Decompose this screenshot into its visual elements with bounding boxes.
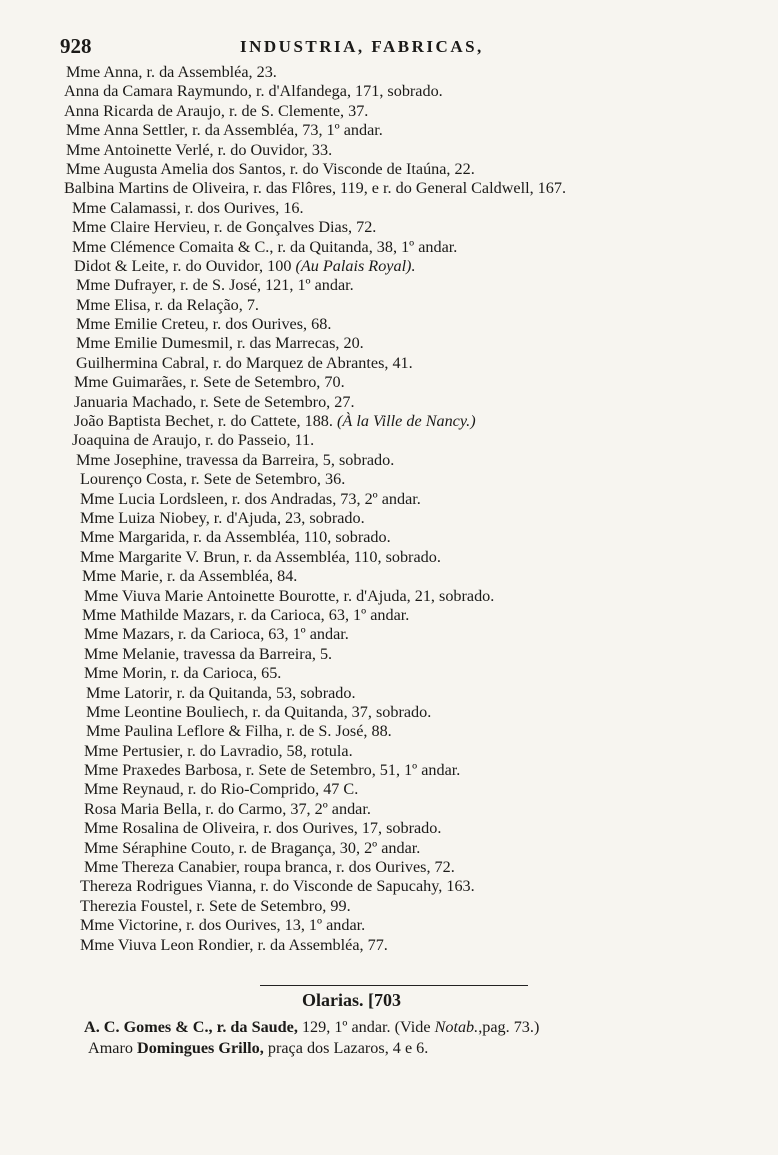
entry-text: Mme Latorir, r. da Quitanda, 53, sobrado. — [86, 683, 356, 702]
entry-text: Lourenço Costa, r. Sete de Setembro, 36. — [80, 470, 346, 489]
entry-text: Mme Mazars, r. da Carioca, 63, 1º andar. — [84, 625, 349, 644]
entry-text: ,pag. 73.) — [478, 1018, 540, 1036]
section-entry-list — [0, 1017, 778, 1059]
directory-entry — [0, 82, 778, 101]
entry-text: Thereza Rodrigues Vianna, r. do Visconde de Sapucahy, 163. — [80, 877, 475, 896]
directory-entry — [0, 703, 778, 722]
entry-text: Mme Viuva Leon Rondier, r. da Assembléa, 77. — [80, 935, 388, 954]
entry-text: 129, 1º andar. (Vide — [297, 1018, 435, 1036]
entry-text: João Baptista Bechet, r. do Cattete, 188. — [74, 412, 337, 431]
directory-entry — [0, 548, 778, 567]
entry-text: Mme Rosalina de Oliveira, r. dos Ourives, 17, sobrado. — [84, 819, 442, 838]
directory-entry — [0, 121, 778, 140]
directory-entry — [0, 664, 778, 683]
entry-text: Mme Pertusier, r. do Lavradio, 58, rotula. — [84, 741, 353, 760]
directory-entry — [0, 606, 778, 625]
entry-text: Mme Claire Hervieu, r. de Gonçalves Dias, 72. — [72, 218, 377, 237]
directory-entry — [0, 238, 778, 257]
directory-entry — [0, 877, 778, 896]
directory-entry — [0, 567, 778, 586]
entry-text: Mme Margarite V. Brun, r. da Assembléa, 110, sobrado. — [80, 547, 441, 566]
entry-text: Mme Viuva Marie Antoinette Bourotte, r. d'Ajuda, 21, sobrado. — [84, 586, 495, 605]
directory-entry — [0, 742, 778, 761]
entry-text: Didot & Leite, r. do Ouvidor, 100 — [74, 256, 296, 275]
directory-entry — [0, 722, 778, 741]
directory-entry — [0, 684, 778, 703]
directory-entry — [0, 528, 778, 547]
directory-entry — [0, 218, 778, 237]
directory-entry — [0, 354, 778, 373]
directory-entry — [0, 858, 778, 877]
entry-text: Mme Séraphine Couto, r. de Bragança, 30, 2º andar. — [84, 838, 421, 857]
section-title: Olarias. [703 — [302, 990, 401, 1010]
entry-bold-text: A. C. Gomes & C., r. da Saude, — [84, 1018, 298, 1036]
directory-entry — [0, 315, 778, 334]
entry-italic-text: (À la Ville de Nancy.) — [337, 412, 476, 431]
entry-text: Mme Elisa, r. da Relação, 7. — [76, 295, 259, 314]
directory-entry — [0, 839, 778, 858]
entry-text: Guilhermina Cabral, r. do Marquez de Abrantes, 41. — [76, 353, 413, 372]
entry-text: Mme Antoinette Verlé, r. do Ouvidor, 33. — [66, 140, 333, 159]
entry-text: Therezia Foustel, r. Sete de Setembro, 99. — [80, 896, 351, 915]
entry-text: Mme Emilie Dumesmil, r. das Marrecas, 20. — [76, 334, 364, 353]
entry-text: Mme Victorine, r. dos Ourives, 13, 1º andar. — [80, 916, 366, 935]
directory-entry — [0, 897, 778, 916]
directory-entry — [0, 625, 778, 644]
entry-italic-text: Notab. — [434, 1018, 479, 1036]
directory-entry — [0, 819, 778, 838]
entry-text: Mme Mathilde Mazars, r. da Carioca, 63, 1º andar. — [82, 605, 410, 624]
entry-text: Amaro — [88, 1039, 137, 1057]
entry-text: Mme Reynaud, r. do Rio-Comprido, 47 C. — [84, 780, 359, 799]
directory-entry — [0, 490, 778, 509]
entry-text: praça dos Lazaros, 4 e 6. — [263, 1039, 429, 1057]
directory-entry — [0, 470, 778, 489]
directory-entry — [0, 509, 778, 528]
entry-text: Mme Praxedes Barbosa, r. Sete de Setembro, 51, 1º andar. — [84, 761, 461, 780]
entry-text: Mme Clémence Comaita & C., r. da Quitanda, 38, 1º andar. — [72, 237, 458, 256]
section-divider — [260, 985, 528, 986]
entry-text: Mme Thereza Canabier, roupa branca, r. dos Ourives, 72. — [84, 858, 455, 877]
directory-entry — [0, 412, 778, 431]
directory-entry — [0, 780, 778, 799]
directory-entry — [0, 102, 778, 121]
entry-text: Mme Calamassi, r. dos Ourives, 16. — [72, 198, 304, 217]
directory-entry — [0, 936, 778, 955]
directory-entry — [0, 199, 778, 218]
section-entry — [0, 1017, 778, 1038]
entry-bold-text: Domingues Grillo, — [137, 1039, 264, 1057]
entry-list — [0, 63, 778, 955]
directory-entry — [0, 373, 778, 392]
running-head: INDUSTRIA, FABRICAS, — [240, 37, 484, 56]
page-number: 928 — [60, 34, 92, 58]
entry-text: Balbina Martins de Oliveira, r. das Flôres, 119, e r. do General Caldwell, 167. — [64, 179, 567, 198]
entry-text: Anna da Camara Raymundo, r. d'Alfandega, 171, sobrado. — [64, 82, 443, 101]
directory-entry — [0, 141, 778, 160]
directory-entry — [0, 587, 778, 606]
entry-text: Mme Lucia Lordsleen, r. dos Andradas, 73, 2º andar. — [80, 489, 421, 508]
entry-text: Januaria Machado, r. Sete de Setembro, 27. — [74, 392, 355, 411]
page-header — [60, 34, 740, 60]
directory-entry — [0, 431, 778, 450]
directory-entry — [0, 276, 778, 295]
entry-text: Mme Leontine Bouliech, r. da Quitanda, 37, sobrado. — [86, 702, 432, 721]
entry-text: Mme Guimarães, r. Sete de Setembro, 70. — [74, 373, 345, 392]
entry-text: Rosa Maria Bella, r. do Carmo, 37, 2º andar. — [84, 799, 371, 818]
directory-entry — [0, 393, 778, 412]
entry-text: Mme Anna Settler, r. da Assembléa, 73, 1º andar. — [66, 121, 383, 140]
directory-entry — [0, 179, 778, 198]
directory-entry — [0, 63, 778, 82]
entry-text: Mme Augusta Amelia dos Santos, r. do Visconde de Itaúna, 22. — [66, 159, 475, 178]
directory-entry — [0, 761, 778, 780]
entry-italic-text: (Au Palais Royal). — [295, 256, 416, 275]
directory-entry — [0, 257, 778, 276]
entry-text: Mme Melanie, travessa da Barreira, 5. — [84, 644, 333, 663]
entry-text: Mme Morin, r. da Carioca, 65. — [84, 664, 282, 683]
entry-text: Mme Dufrayer, r. de S. José, 121, 1º andar. — [76, 276, 354, 295]
entry-text: Mme Josephine, travessa da Barreira, 5, sobrado. — [76, 450, 395, 469]
section-entry — [0, 1038, 778, 1059]
directory-entry — [0, 800, 778, 819]
directory-entry — [0, 160, 778, 179]
entry-text: Joaquina de Araujo, r. do Passeio, 11. — [72, 431, 315, 450]
directory-entry — [0, 451, 778, 470]
entry-text: Mme Margarida, r. da Assembléa, 110, sobrado. — [80, 528, 391, 547]
entry-text: Anna Ricarda de Araujo, r. de S. Clemente, 37. — [64, 101, 369, 120]
entry-text: Mme Emilie Creteu, r. dos Ourives, 68. — [76, 315, 332, 334]
entry-text: Mme Paulina Leflore & Filha, r. de S. José, 88. — [86, 722, 392, 741]
entry-text: Mme Marie, r. da Assembléa, 84. — [82, 567, 298, 586]
entry-text: Mme Luiza Niobey, r. d'Ajuda, 23, sobrado. — [80, 508, 365, 527]
directory-entry — [0, 645, 778, 664]
directory-entry — [0, 296, 778, 315]
entry-text: Mme Anna, r. da Assembléa, 23. — [66, 63, 277, 81]
directory-entry — [0, 916, 778, 935]
directory-entry — [0, 334, 778, 353]
